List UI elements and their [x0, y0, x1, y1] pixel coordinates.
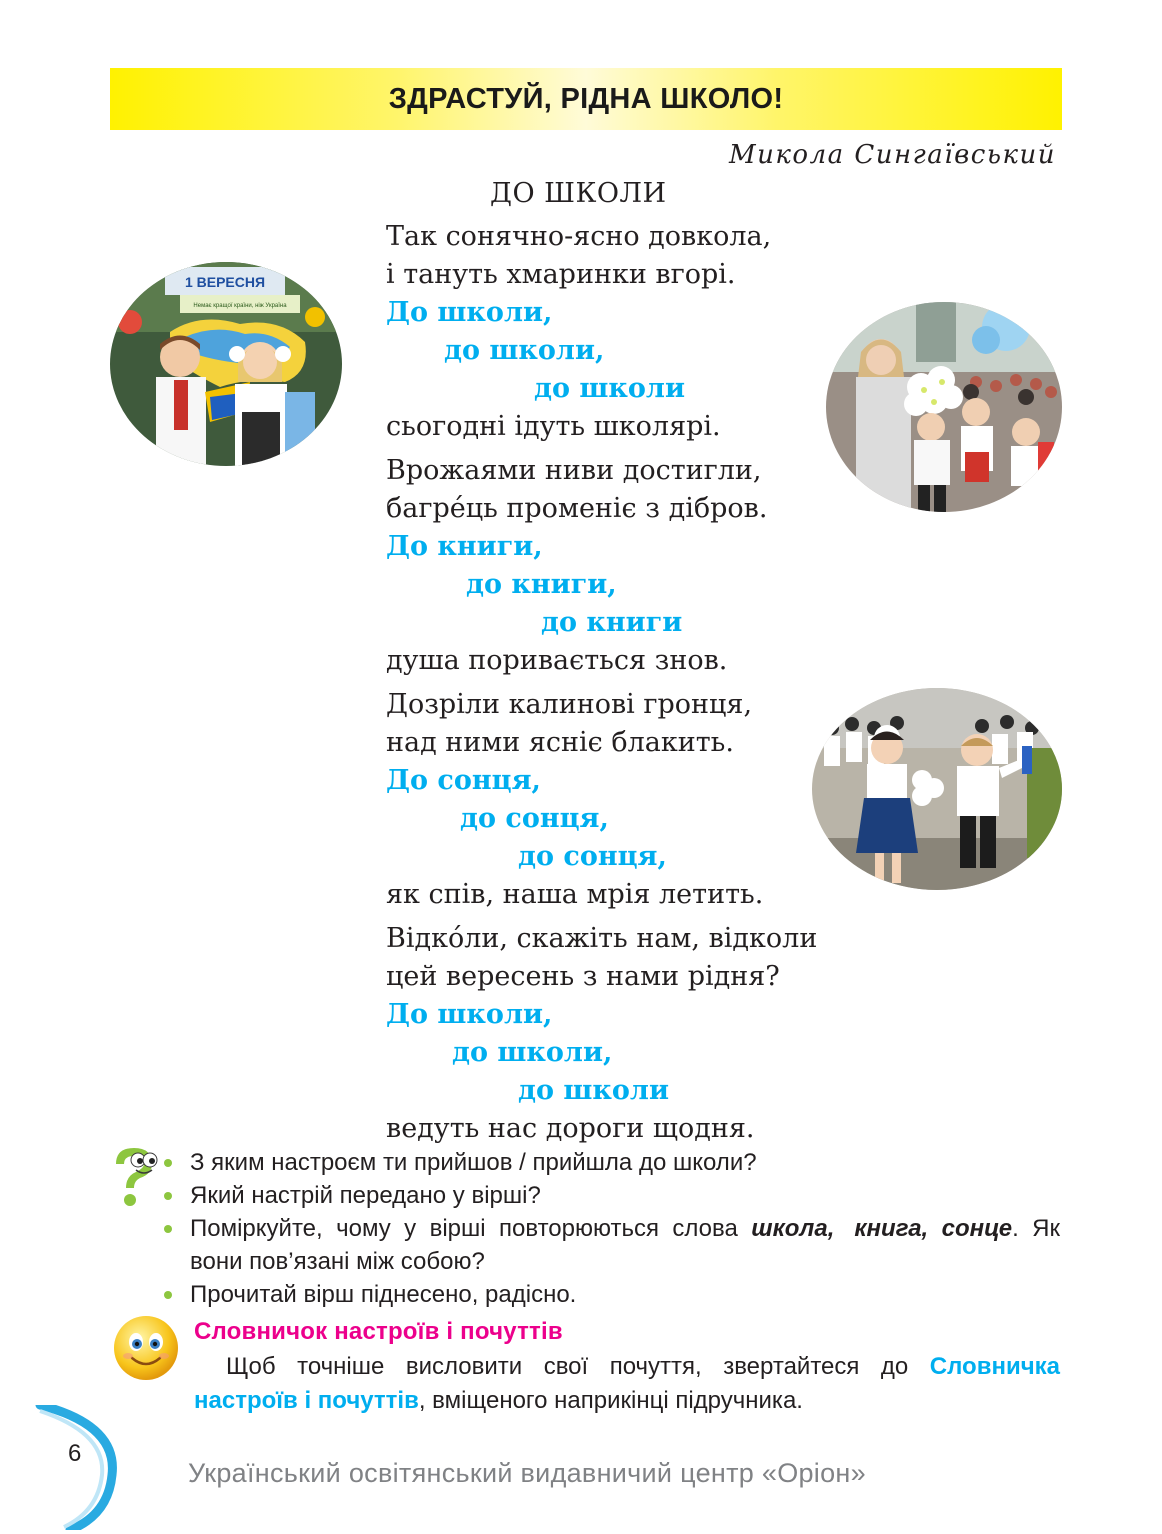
- poem-refrain-line: до книги: [541, 607, 683, 638]
- page-title: ЗДРАСТУЙ, РІДНА ШКОЛО!: [388, 82, 784, 115]
- poem-refrain-line: До школи,: [386, 297, 553, 328]
- poem-refrain-line: до школи,: [452, 1037, 613, 1068]
- poem-refrain-line: до книги,: [466, 569, 617, 600]
- photo-school-crowd: [826, 302, 1062, 512]
- poem-refrain-line: до сонця,: [518, 841, 667, 872]
- poem-stanza: [386, 452, 906, 680]
- poem-refrain-line: до школи: [518, 1075, 669, 1106]
- poem-line: цей вересень з нами рідня?: [386, 961, 780, 992]
- poem-line: Дозріли калинові гронця,: [386, 689, 753, 720]
- poem-body: [386, 218, 906, 1154]
- poem-author: Микола Сингаївський: [729, 140, 1056, 170]
- question-item: Прочитай вірш піднесено, радісно.: [160, 1278, 1060, 1311]
- poem-refrain-line: До школи,: [386, 999, 553, 1030]
- poem-line: Відко́ли, скажіть нам, відколи: [386, 923, 818, 954]
- poem-refrain-line: до сонця,: [460, 803, 609, 834]
- header-banner: [110, 68, 1062, 130]
- vocabulary-title: Словничок настроїв і почуттів: [194, 1318, 563, 1345]
- poem-refrain-line: До сонця,: [386, 765, 541, 796]
- question-mark-icon: [108, 1146, 160, 1210]
- question-item: Який настрій передано у вірші?: [160, 1179, 1060, 1212]
- poem-line: ведуть нас дороги щодня.: [386, 1113, 755, 1144]
- publisher-footer: Український освітянський видавничий центр «Оріон»: [188, 1458, 866, 1488]
- vocabulary-text: Щоб точніше висловити свої почуття, звертайтеся до Словничка настроїв і почуттів, вміщеного наприкінці підручника.: [194, 1353, 1060, 1414]
- poem-line: і тануть хмаринки вгорі.: [386, 259, 736, 290]
- page-number: 6: [68, 1440, 82, 1467]
- smiley-icon: [112, 1314, 180, 1382]
- photo-sign-text: 1 ВЕРЕСНЯ: [184, 274, 266, 290]
- questions-list: [160, 1146, 1060, 1311]
- vocabulary-link: Словничка настроїв і почуттів: [194, 1353, 1060, 1414]
- photo-children-holding-hands: [812, 688, 1062, 890]
- poem-line: сьогодні ідуть школярі.: [386, 411, 721, 442]
- poem-line: багре́ць променіє з дібров.: [386, 493, 768, 524]
- photo-classroom-children: [110, 262, 342, 466]
- poem-stanza: [386, 920, 906, 1148]
- poem-line: душа поривається знов.: [386, 645, 728, 676]
- photo-banner-text: Немає кращої країни, ніж Україна: [193, 303, 287, 309]
- poem-refrain-line: До книги,: [386, 531, 543, 562]
- poem-line: Врожаями ниви достигли,: [386, 455, 762, 486]
- poem-line: над ними ясніє блакить.: [386, 727, 734, 758]
- poem-refrain-line: до школи,: [444, 335, 605, 366]
- poem-line: Так сонячно-ясно довкола,: [386, 221, 772, 252]
- page-corner-decoration: [0, 1405, 130, 1530]
- question-item: Поміркуйте, чому у вірші повторюються слова школа, книга, сонце. Як вони пов’язані між собою?: [160, 1212, 1060, 1278]
- question-item: З яким настроєм ти прийшов / прийшла до школи?: [160, 1146, 1060, 1179]
- poem-title: ДО ШКОЛИ: [490, 178, 667, 209]
- poem-refrain-line: до школи: [534, 373, 685, 404]
- poem-line: як спів, наша мрія летить.: [386, 879, 764, 910]
